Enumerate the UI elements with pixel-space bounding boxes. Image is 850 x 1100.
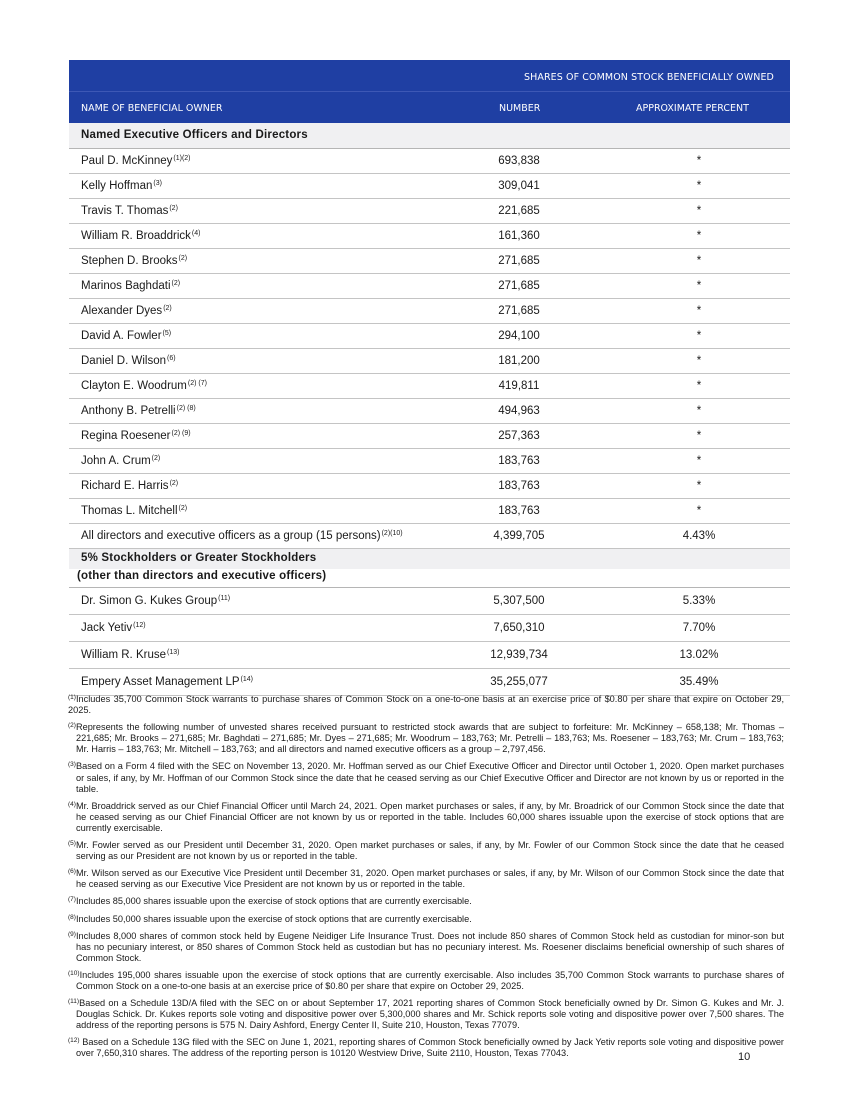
holders-rows (69, 588, 790, 696)
owner-name: Clayton E. Woodrum$^{(2) (7)}$ (81, 380, 207, 392)
share-number: 183,763 (498, 455, 540, 467)
share-number: 221,685 (498, 205, 540, 217)
footnote-mark: (7) (68, 896, 76, 904)
share-percent: * (696, 305, 702, 317)
footnote (68, 968, 784, 992)
footnote-mark: (8) (68, 913, 76, 921)
footnote-ref: (2) (9) (171, 430, 191, 437)
table-row (69, 349, 790, 374)
span-header-label: SHARES OF COMMON STOCK BENEFICIALLY OWNED (524, 72, 774, 83)
share-number: 257,363 (498, 430, 540, 442)
share-percent: * (696, 380, 702, 392)
col-name-header: NAME OF BENEFICIAL OWNER (81, 103, 223, 114)
owner-name: Daniel D. Wilson$^{(6)}$ (81, 355, 176, 367)
footnote-mark: (9) (68, 930, 76, 938)
share-number: 7,650,310 (493, 622, 545, 634)
footnote-mark: (10) (68, 969, 80, 977)
footnote-mark: (1) (68, 694, 76, 701)
footnote-ref: (11) (218, 595, 231, 602)
share-number: 309,041 (498, 180, 540, 192)
share-percent: 7.70% (682, 622, 716, 634)
share-number: 161,360 (498, 230, 540, 242)
footnote-text: Includes 50,000 shares issuable upon the exercise of stock options that are currently exercisable. (75, 913, 472, 924)
table-row (69, 499, 790, 524)
col-number-header: NUMBER (499, 103, 541, 114)
footnote-ref: (14) (240, 676, 253, 683)
footnote (68, 720, 784, 755)
owner-name: Alexander Dyes$^{(2)}$ (81, 305, 172, 317)
owner-name: Marinos Baghdati$^{(2)}$ (81, 280, 181, 292)
footnote-text: Includes 195,000 shares issuable upon the exercise of stock options that are currently exercisable. Also includes 35,700 Common Stock warrants to purchase shares of Common Stock on a one-to-one basis at an exercise price of $0.80 per share that expire on October 29, 2025. (76, 969, 784, 991)
footnote-text: Based on a Schedule 13G filed with the SEC on June 1, 2021, reporting shares of Common Stock beneficially owned by Jack Yetiv reports sole voting and dispositive power over 7,650,310 shares. The address of the reporting person is 10120 Westview Drive, Suite 2110, Houston, Texas 77043. (76, 1037, 784, 1059)
footnote-ref: (2) (163, 305, 172, 312)
officers-rows (69, 149, 790, 549)
share-number: 12,939,734 (490, 649, 548, 661)
footnote (68, 996, 784, 1031)
ownership-table (69, 60, 790, 696)
owner-name: Kelly Hoffman$^{(3)}$ (81, 180, 162, 192)
owner-name: William R. Kruse$^{(13)}$ (81, 649, 180, 661)
share-percent: * (696, 255, 702, 267)
share-number: 271,685 (498, 305, 540, 317)
footnote (68, 799, 784, 834)
footnote-ref: (2) (178, 505, 188, 512)
section-major-stockholders (69, 549, 790, 569)
col-percent-header: APPROXIMATE PERCENT (636, 103, 749, 114)
footnote-ref: (12) (133, 622, 146, 629)
footnote-ref: (2) (169, 480, 179, 487)
share-percent: 4.43% (682, 530, 716, 542)
share-number: 183,763 (498, 480, 540, 492)
table-row (69, 299, 790, 324)
table-row (69, 274, 790, 299)
share-percent: * (696, 430, 702, 442)
footnote-text: Mr. Broaddrick served as our Chief Financial Officer until March 24, 2021. Open market purchases or sales, if any, by Mr. Broadrick of our Common Stock since the date that he ceased serving as our Chief Financial Officer are not known by us or reported in the table. Includes 60,000 shares issuable upon the exercise of stock options that are currently exercisable. (75, 800, 784, 833)
table-row (69, 642, 790, 669)
table-row (69, 199, 790, 224)
section-subtitle-text: (other than directors and executive officers) (77, 570, 327, 582)
table-row (69, 424, 790, 449)
footnote-ref: (13) (166, 649, 180, 656)
share-percent: 13.02% (679, 649, 719, 661)
footnote-text: Mr. Wilson served as our Executive Vice President until December 31, 2020. Open market purchases or sales, if any, by Mr. Wilson of our Common Stock since the date that he ceased serving as our Executive Vice President are not known by us or reported in the table. (75, 868, 784, 890)
footnote-text: Includes 8,000 shares of common stock held by Eugene Neidiger Life Insurance Trust. Does not include 850 shares of Common Stock held as custodian for minor-son but has no pecuniary interest, or 850 shares of Common Stock held as custodian but has no pecuniary interest. Ms. Roesener disclaims beneficial ownership of such shares of Common Stock. (75, 930, 784, 963)
footnote (68, 759, 784, 794)
share-percent: * (696, 280, 702, 292)
footnote-mark: (11) (68, 998, 80, 1006)
share-percent: * (696, 480, 702, 492)
owner-name: Thomas L. Mitchell$^{(2)}$ (81, 505, 188, 517)
footnote-ref: (4) (191, 230, 201, 237)
footnotes (68, 692, 784, 1064)
footnote (68, 692, 784, 716)
owner-name: All directors and executive officers as a group (15 persons)$^{(2)(10)}$ (81, 530, 403, 542)
section-title: Named Executive Officers and Directors (81, 129, 308, 141)
section-title: 5% Stockholders or Greater Stockholders (81, 552, 317, 564)
footnote-ref: (1)(2) (173, 155, 191, 162)
section-officers-directors (69, 123, 790, 149)
share-number: 419,811 (498, 380, 540, 392)
footnote-text: Mr. Fowler served as our President until December 31, 2020. Open market purchases or sales, if any, by Mr. Fowler of our Common Stock since the date that he ceased serving as our President are not known by us or reported in the table. (75, 840, 784, 862)
footnote-mark: (12) (68, 1037, 80, 1045)
footnote-mark: (6) (68, 868, 76, 876)
owner-name: Dr. Simon G. Kukes Group$^{(11)}$ (81, 595, 231, 607)
footnote-mark: (2) (68, 722, 76, 730)
owner-name: Travis T. Thomas$^{(2)}$ (81, 205, 178, 217)
owner-name: Empery Asset Management LP$^{(14)}$ (81, 676, 253, 688)
footnote-ref: (5) (162, 330, 172, 337)
footnote-mark: (3) (68, 761, 76, 769)
footnote-ref: (2)(10) (381, 530, 403, 537)
share-number: 294,100 (498, 330, 540, 342)
table-row (69, 224, 790, 249)
owner-name: William R. Broaddrick$^{(4)}$ (81, 230, 201, 242)
table-row (69, 374, 790, 399)
share-percent: 5.33% (682, 595, 716, 607)
footnote-mark: (4) (68, 800, 76, 808)
footnote (68, 1035, 784, 1059)
footnote-ref: (3) (153, 180, 162, 187)
page-number: 10 (738, 1051, 751, 1063)
footnote-mark: (5) (68, 840, 76, 848)
table-row (69, 588, 790, 615)
footnote-text: Represents the following number of unvested shares received pursuant to restricted stock awards that are subject to forfeiture: Mr. McKinney – 658,138; Mr. Thomas – 221,685; Mr. Brooks – 271,685; Mr. Baghdati – 271,685; Mr. Dyes – 271,685; Mr. Woodrum – 183,763; Mr. Petrelli – 183,763; Ms. Roesener – 183,763; Mr. Crum – 183,763; Mr. Harris – 183,763; Mr. Mitchell – 183,763; and all directors and named executive officers as a group – 2,797,456. (75, 722, 784, 755)
share-percent: * (696, 355, 702, 367)
footnote-text: Includes 35,700 Common Stock warrants to purchase shares of Common Stock on a one-to-one basis at an exercise price of $0.80 per share that expire on October 29, 2025. (68, 694, 784, 716)
owner-name: Jack Yetiv$^{(12)}$ (81, 622, 146, 634)
owner-name: John A. Crum$^{(2)}$ (81, 455, 161, 467)
footnote-ref: (2) (171, 280, 181, 287)
share-percent: * (696, 205, 702, 217)
owner-name: Anthony B. Petrelli$^{(2) (8)}$ (81, 405, 196, 417)
share-percent: * (696, 505, 702, 517)
table-row (69, 149, 790, 174)
share-number: 5,307,500 (493, 595, 545, 607)
footnote-text: Based on a Schedule 13D/A filed with the SEC on or about September 17, 2021 reporting shares of Common Stock beneficially owned by Dr. Simon G. Kukes and Mr. J. Douglas Schick. Dr. Kukes reports sole voting and dispositive power over 5,300,000 shares and Mr. Schick reports sole voting and dispositive power over 7,500 shares. The address of the reporting persons is 575 N. Dairy Ashford, Energy Center II, Suite 210, Houston, Texas 77079. (76, 998, 784, 1031)
footnote (68, 894, 784, 907)
table-row (69, 324, 790, 349)
share-number: 693,838 (498, 155, 540, 167)
table-span-header (69, 60, 790, 91)
footnote-ref: (2) (151, 455, 161, 462)
share-number: 183,763 (498, 505, 540, 517)
owner-name: David A. Fowler$^{(5)}$ (81, 330, 172, 342)
owner-name: Paul D. McKinney$^{(1)(2)}$ (81, 155, 191, 167)
footnote-ref: (2) (178, 255, 188, 262)
share-number: 4,399,705 (493, 530, 545, 542)
share-number: 181,200 (498, 355, 540, 367)
footnote-ref: (6) (167, 355, 176, 362)
footnote-ref: (2) (7) (187, 380, 207, 387)
table-row (69, 449, 790, 474)
table-row (69, 399, 790, 424)
footnote (68, 929, 784, 964)
share-percent: * (696, 230, 702, 242)
table-row (69, 524, 790, 549)
footnote-ref: (2) (8) (176, 405, 196, 412)
share-percent: * (696, 405, 702, 417)
table-row (69, 474, 790, 499)
footnote (68, 912, 784, 925)
footnote-text: Based on a Form 4 filed with the SEC on November 13, 2020. Mr. Hoffman served as our Chief Executive Officer and Director until October 1, 2020. Open market purchases or sales, if any, by Mr. Hoffman of our Common Stock since the date that he ceased serving as our Chief Executive Officer and Director are not known by us or reported in the table. (75, 761, 784, 794)
share-percent: * (696, 330, 702, 342)
footnote-ref: (2) (169, 205, 178, 212)
owner-name: Regina Roesener$^{(2) (9)}$ (81, 430, 191, 442)
section-subtitle (69, 569, 790, 588)
share-number: 35,255,077 (490, 676, 548, 688)
owner-name: Stephen D. Brooks$^{(2)}$ (81, 255, 188, 267)
share-percent: 35.49% (679, 676, 719, 688)
table-row (69, 174, 790, 199)
share-percent: * (696, 455, 702, 467)
table-column-header (69, 91, 790, 123)
footnote (68, 866, 784, 890)
footnote-text: Includes 85,000 shares issuable upon the exercise of stock options that are currently exercisable. (75, 896, 472, 907)
share-percent: * (696, 155, 702, 167)
owner-name: Richard E. Harris$^{(2)}$ (81, 480, 179, 492)
share-number: 494,963 (498, 405, 540, 417)
footnote (68, 838, 784, 862)
share-percent: * (696, 180, 702, 192)
share-number: 271,685 (498, 280, 540, 292)
table-row (69, 615, 790, 642)
share-number: 271,685 (498, 255, 540, 267)
table-row (69, 249, 790, 274)
